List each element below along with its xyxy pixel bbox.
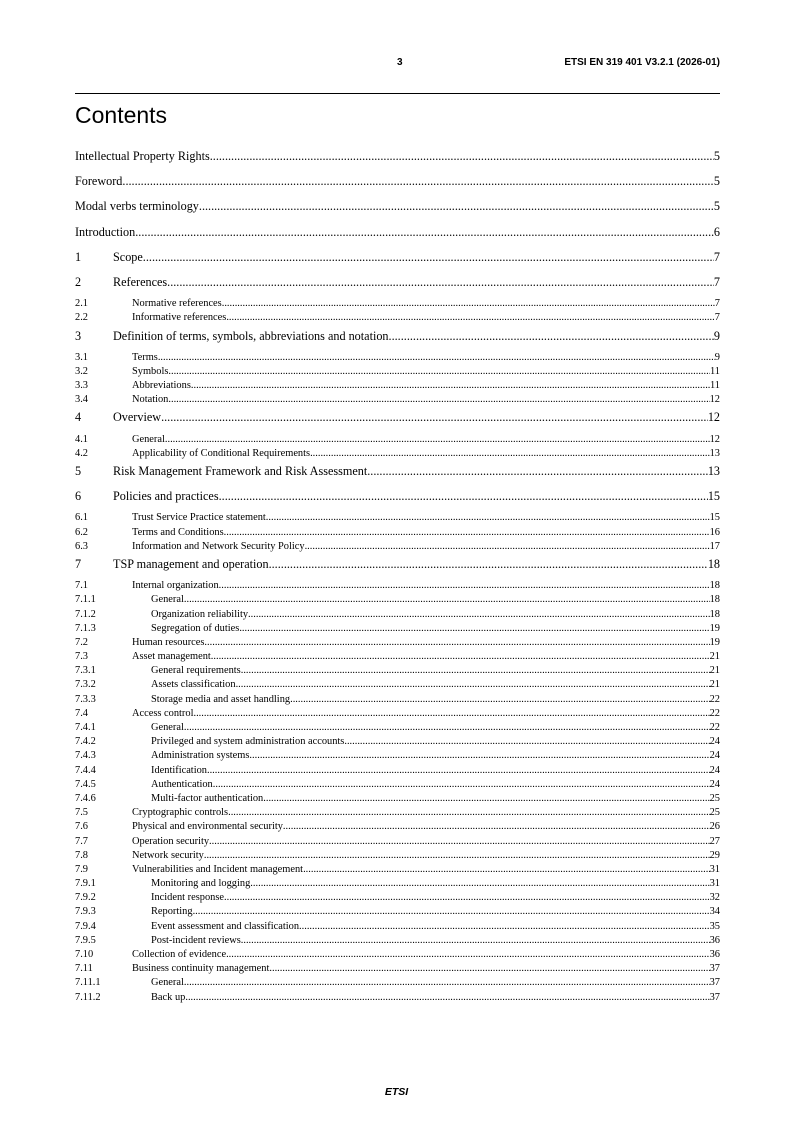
toc-dot-leader: [248, 608, 710, 622]
toc-entry[interactable]: [75, 171, 720, 196]
toc-entry-label: Intellectual Property Rights: [75, 149, 210, 163]
toc-dot-leader: [219, 579, 710, 593]
toc-entry-page: 12: [707, 410, 720, 425]
table-of-contents: [75, 146, 720, 1005]
toc-entry-number: 1: [75, 249, 82, 264]
toc-entry[interactable]: [75, 247, 720, 272]
toc-entry-label: Notation: [132, 394, 169, 406]
toc-dot-leader: [305, 540, 710, 554]
toc-entry-page: 15: [707, 489, 720, 504]
toc-dot-leader: [122, 171, 714, 191]
toc-entry-page: 31: [709, 863, 720, 875]
toc-entry-page: 7: [713, 249, 720, 264]
toc-entry-label: Segregation of duties: [151, 622, 240, 634]
toc-entry-number: 7.1: [75, 580, 88, 592]
toc-entry-number: 7: [75, 556, 82, 571]
toc-entry-page: 31: [709, 878, 720, 890]
toc-entry[interactable]: [75, 962, 720, 976]
toc-entry-label: Introduction: [75, 224, 136, 239]
toc-entry[interactable]: [75, 920, 720, 934]
toc-dot-leader: [249, 749, 709, 763]
toc-dot-leader: [191, 379, 710, 393]
toc-entry[interactable]: [75, 650, 720, 664]
toc-entry[interactable]: [75, 393, 720, 407]
toc-entry-page: 34: [709, 906, 720, 918]
page-header: [75, 56, 720, 72]
toc-entry-number: 7.9.3: [75, 906, 96, 918]
toc-entry-number: 7.9: [75, 863, 88, 875]
toc-entry[interactable]: [75, 272, 720, 297]
toc-entry-label: Operation security: [132, 835, 210, 847]
toc-dot-leader: [168, 393, 709, 407]
toc-entry[interactable]: [75, 196, 720, 221]
header-rule: [75, 93, 720, 94]
toc-entry-page: 22: [709, 722, 720, 733]
toc-entry-label: Reporting: [151, 906, 193, 918]
toc-entry-number: 6.1: [75, 512, 88, 524]
toc-entry-label: Organization reliability: [151, 608, 249, 620]
toc-entry[interactable]: [75, 447, 720, 461]
toc-entry[interactable]: [75, 664, 720, 678]
toc-entry-number: 7.8: [75, 849, 88, 861]
toc-dot-leader: [207, 764, 710, 778]
toc-entry-label: Overview: [113, 410, 162, 425]
toc-entry-page: 36: [709, 934, 720, 946]
toc-entry-number: 7.1.1: [75, 594, 96, 606]
toc-dot-leader: [283, 820, 710, 834]
toc-entry[interactable]: [75, 792, 720, 806]
toc-entry-number: 3.2: [75, 365, 88, 377]
toc-entry-page: 5: [713, 149, 720, 163]
toc-entry[interactable]: [75, 905, 720, 919]
toc-dot-leader: [135, 222, 714, 242]
toc-entry-page: 17: [709, 540, 720, 552]
toc-dot-leader: [184, 593, 710, 607]
toc-entry-page: 21: [709, 651, 720, 663]
toc-entry-number: 7.4.4: [75, 764, 96, 776]
toc-dot-leader: [184, 976, 710, 990]
toc-entry-number: 7.10: [75, 949, 94, 960]
toc-entry-page: 11: [709, 365, 720, 377]
toc-dot-leader: [228, 806, 710, 820]
toc-entry-label: Privileged and system administration accounts: [151, 736, 345, 748]
toc-entry-label: General: [151, 977, 184, 989]
toc-entry[interactable]: [75, 433, 720, 447]
toc-entry-page: 18: [709, 594, 720, 606]
toc-entry-number: 3.3: [75, 380, 88, 392]
toc-entry-page: 37: [709, 991, 720, 1003]
toc-dot-leader: [161, 407, 708, 427]
toc-entry-label: Terms and Conditions: [132, 526, 224, 538]
toc-entry-page: 15: [709, 512, 720, 524]
toc-entry-number: 7.2: [75, 636, 88, 648]
toc-dot-leader: [367, 461, 708, 481]
toc-entry-label: Cryptographic controls: [132, 807, 229, 819]
toc-entry-label: TSP management and operation: [113, 556, 269, 571]
toc-entry-label: Scope: [113, 249, 143, 264]
toc-dot-leader: [266, 511, 710, 525]
toc-entry-page: 37: [709, 977, 720, 989]
toc-dot-leader: [193, 905, 710, 919]
toc-entry-label: Network security: [132, 849, 204, 861]
toc-dot-leader: [269, 962, 709, 976]
toc-dot-leader: [299, 920, 710, 934]
toc-entry[interactable]: [75, 222, 720, 247]
toc-entry-label: General: [151, 594, 184, 606]
toc-dot-leader: [158, 351, 715, 365]
toc-entry[interactable]: [75, 849, 720, 863]
toc-entry-label: Modal verbs terminology: [75, 199, 199, 214]
toc-entry-page: 18: [707, 556, 720, 571]
toc-dot-leader: [211, 650, 710, 664]
toc-entry-label: Foreword: [75, 174, 123, 189]
toc-entry-label: Physical and environmental security: [132, 821, 283, 833]
toc-entry-label: Internal organization: [132, 580, 219, 592]
toc-entry-label: General requirements: [151, 665, 241, 677]
toc-entry-page: 25: [709, 792, 720, 804]
toc-entry[interactable]: [75, 608, 720, 622]
toc-entry-page: 18: [709, 580, 720, 592]
document-id: ETSI EN 319 401 V3.2.1 (2026-01): [564, 57, 720, 68]
toc-entry[interactable]: [75, 877, 720, 891]
toc-entry[interactable]: [75, 863, 720, 877]
toc-entry-label: Collection of evidence: [132, 949, 227, 960]
toc-dot-leader: [250, 877, 709, 891]
toc-entry-label: Definition of terms, symbols, abbreviations and notation: [113, 328, 389, 343]
toc-entry-page: 12: [709, 433, 720, 445]
toc-entry[interactable]: [75, 511, 720, 525]
toc-entry-label: General: [132, 433, 165, 445]
toc-dot-leader: [236, 678, 710, 692]
toc-entry-page: 7: [713, 274, 720, 289]
toc-entry-number: 6: [75, 489, 82, 504]
toc-entry-number: 2: [75, 274, 82, 289]
page-title: Contents: [75, 102, 168, 128]
toc-entry-number: 7.5: [75, 807, 88, 819]
toc-entry[interactable]: [75, 311, 720, 325]
toc-dot-leader: [199, 196, 714, 216]
toc-entry-label: Storage media and asset handling: [151, 693, 291, 705]
toc-dot-leader: [204, 636, 709, 650]
toc-entry-label: Applicability of Conditional Requirements: [132, 447, 311, 459]
toc-entry[interactable]: [75, 764, 720, 778]
toc-entry-number: 7.9.2: [75, 892, 96, 904]
toc-entry-page: 13: [709, 447, 720, 459]
toc-entry-page: 37: [709, 963, 720, 975]
toc-entry[interactable]: [75, 693, 720, 707]
toc-entry-label: Multi-factor authentication: [151, 792, 264, 804]
toc-entry-number: 4: [75, 410, 82, 425]
toc-entry[interactable]: [75, 749, 720, 763]
toc-entry[interactable]: [75, 486, 720, 511]
toc-dot-leader: [226, 948, 710, 962]
toc-entry[interactable]: [75, 735, 720, 749]
toc-entry-number: 7.9.5: [75, 934, 96, 946]
toc-entry-page: 24: [709, 764, 720, 776]
toc-entry-number: 5: [75, 464, 82, 478]
toc-entry-number: 7.11.2: [75, 991, 101, 1003]
toc-entry[interactable]: [75, 351, 720, 365]
toc-dot-leader: [193, 707, 709, 721]
toc-entry[interactable]: [75, 579, 720, 593]
toc-dot-leader: [241, 934, 710, 948]
toc-dot-leader: [168, 365, 710, 379]
toc-dot-leader: [213, 778, 710, 792]
toc-entry-number: 6.3: [75, 540, 88, 552]
toc-entry-label: Abbreviations: [132, 380, 191, 392]
toc-entry-page: 24: [709, 736, 720, 748]
toc-entry-number: 7.9.1: [75, 878, 96, 890]
toc-entry-number: 7.11: [75, 963, 93, 975]
toc-entry[interactable]: [75, 379, 720, 393]
page-number: 3: [397, 57, 403, 68]
toc-entry-label: Symbols: [132, 365, 169, 377]
toc-entry-page: 24: [709, 778, 720, 790]
toc-entry-label: Asset management: [132, 651, 211, 663]
toc-entry-page: 11: [709, 380, 720, 392]
toc-entry[interactable]: [75, 554, 720, 579]
toc-entry-label: Terms: [132, 351, 158, 363]
toc-entry-label: Access control: [132, 707, 194, 719]
toc-dot-leader: [226, 311, 714, 325]
toc-entry-page: 29: [709, 849, 720, 861]
toc-entry-number: 2.2: [75, 312, 88, 324]
toc-entry-label: Identification: [151, 764, 207, 776]
toc-entry-number: 3.1: [75, 351, 88, 363]
toc-entry-page: 5: [713, 174, 720, 189]
toc-dot-leader: [239, 622, 709, 636]
toc-entry[interactable]: [75, 721, 720, 735]
toc-entry-page: 6: [713, 224, 720, 239]
toc-entry-page: 32: [709, 892, 720, 904]
toc-entry-label: General: [151, 722, 184, 733]
toc-entry-page: 12: [709, 394, 720, 406]
toc-dot-leader: [165, 433, 710, 447]
toc-dot-leader: [263, 792, 709, 806]
toc-entry-number: 4.2: [75, 447, 88, 459]
toc-entry-page: 24: [709, 750, 720, 762]
toc-entry-label: Post-incident reviews: [151, 934, 241, 946]
toc-entry-page: 16: [709, 526, 720, 538]
toc-entry-label: References: [113, 274, 168, 289]
toc-entry-page: 27: [709, 835, 720, 847]
toc-entry-label: Event assessment and classification: [151, 920, 300, 932]
toc-entry-label: Monitoring and logging: [151, 878, 251, 890]
toc-entry-page: 25: [709, 807, 720, 819]
toc-entry-label: Normative references: [132, 298, 222, 310]
toc-entry-page: 7: [714, 312, 720, 324]
toc-dot-leader: [185, 991, 709, 1005]
toc-entry-label: Human resources: [132, 636, 205, 648]
toc-dot-leader: [184, 721, 710, 735]
toc-dot-leader: [167, 272, 714, 292]
toc-dot-leader: [210, 146, 714, 166]
toc-entry-page: 9: [714, 351, 720, 363]
toc-dot-leader: [344, 735, 709, 749]
toc-entry-page: 7: [714, 298, 720, 310]
toc-entry-number: 3: [75, 328, 82, 343]
footer-logo-text: ETSI: [384, 1086, 409, 1098]
toc-entry-label: Authentication: [151, 778, 213, 790]
toc-entry-number: 7.4.1: [75, 722, 96, 733]
toc-entry[interactable]: [75, 948, 720, 962]
toc-dot-leader: [290, 693, 710, 707]
toc-entry-number: 4.1: [75, 433, 88, 445]
toc-dot-leader: [303, 863, 710, 877]
toc-entry[interactable]: [75, 976, 720, 990]
toc-dot-leader: [241, 664, 710, 678]
toc-entry-number: 7.1.2: [75, 608, 96, 620]
toc-dot-leader: [143, 247, 714, 267]
toc-dot-leader: [269, 554, 708, 574]
toc-entry[interactable]: [75, 146, 720, 171]
toc-dot-leader: [209, 835, 710, 849]
toc-entry[interactable]: [75, 526, 720, 540]
toc-entry-number: 7.4.5: [75, 778, 96, 790]
toc-entry-number: 3.4: [75, 394, 88, 406]
toc-entry-page: 5: [713, 199, 720, 214]
toc-entry-number: 6.2: [75, 526, 88, 538]
toc-entry-number: 7.3.2: [75, 679, 96, 691]
toc-entry[interactable]: [75, 991, 720, 1005]
toc-entry[interactable]: [75, 622, 720, 636]
toc-entry[interactable]: [75, 707, 720, 721]
toc-entry-number: 7.4.2: [75, 736, 96, 748]
toc-entry-number: 7.1.3: [75, 622, 96, 634]
toc-entry[interactable]: [75, 593, 720, 607]
toc-entry[interactable]: [75, 297, 720, 311]
toc-dot-leader: [204, 849, 710, 863]
toc-entry-number: 7.11.1: [75, 977, 101, 989]
toc-entry[interactable]: [75, 835, 720, 849]
toc-entry[interactable]: [75, 407, 720, 432]
toc-entry-number: 7.6: [75, 821, 88, 833]
toc-dot-leader: [310, 447, 710, 461]
toc-entry-label: Back up: [151, 991, 186, 1003]
toc-entry[interactable]: [75, 461, 720, 486]
toc-entry[interactable]: [75, 540, 720, 554]
toc-dot-leader: [219, 486, 708, 506]
toc-entry-number: 7.7: [75, 835, 88, 847]
toc-dot-leader: [389, 326, 714, 346]
toc-entry-page: 18: [709, 608, 720, 620]
toc-entry-page: 13: [707, 464, 720, 478]
toc-dot-leader: [224, 526, 710, 540]
toc-entry-page: 35: [709, 920, 720, 932]
toc-entry-page: 22: [709, 707, 720, 719]
toc-entry-label: Business continuity management: [132, 963, 270, 975]
toc-entry-label: Assets classification: [151, 679, 236, 691]
toc-entry-label: Risk Management Framework and Risk Assessment: [113, 464, 368, 478]
toc-entry-page: 36: [709, 949, 720, 960]
toc-entry-page: 19: [709, 636, 720, 648]
toc-entry-label: Policies and practices: [113, 489, 219, 504]
toc-entry-page: 19: [709, 622, 720, 634]
toc-entry-label: Trust Service Practice statement: [132, 512, 266, 524]
toc-entry-label: Vulnerabilities and Incident management: [132, 863, 304, 875]
toc-entry-label: Informative references: [132, 312, 227, 324]
toc-dot-leader: [224, 891, 710, 905]
toc-entry-number: 2.1: [75, 298, 88, 310]
toc-entry-number: 7.3: [75, 651, 88, 663]
toc-entry-number: 7.4.6: [75, 792, 96, 804]
toc-entry-number: 7.3.3: [75, 693, 96, 705]
toc-entry[interactable]: [75, 678, 720, 692]
toc-entry-number: 7.3.1: [75, 665, 96, 677]
toc-entry[interactable]: [75, 891, 720, 905]
toc-entry-label: Information and Network Security Policy: [132, 540, 305, 552]
toc-entry-label: Administration systems: [151, 750, 250, 762]
toc-entry[interactable]: [75, 934, 720, 948]
toc-entry-number: 7.4.3: [75, 750, 96, 762]
toc-entry-page: 9: [713, 328, 720, 343]
toc-entry-number: 7.9.4: [75, 920, 96, 932]
toc-entry-page: 21: [709, 665, 720, 677]
toc-entry[interactable]: [75, 365, 720, 379]
toc-entry-page: 26: [709, 821, 720, 833]
toc-dot-leader: [222, 297, 715, 311]
toc-entry-number: 7.4: [75, 707, 88, 719]
toc-entry[interactable]: [75, 326, 720, 351]
toc-entry[interactable]: [75, 806, 720, 820]
toc-entry[interactable]: [75, 636, 720, 650]
toc-entry-page: 21: [709, 679, 720, 691]
toc-entry[interactable]: [75, 820, 720, 834]
toc-entry[interactable]: [75, 778, 720, 792]
toc-entry-page: 22: [709, 693, 720, 705]
toc-entry-label: Incident response: [151, 892, 224, 904]
